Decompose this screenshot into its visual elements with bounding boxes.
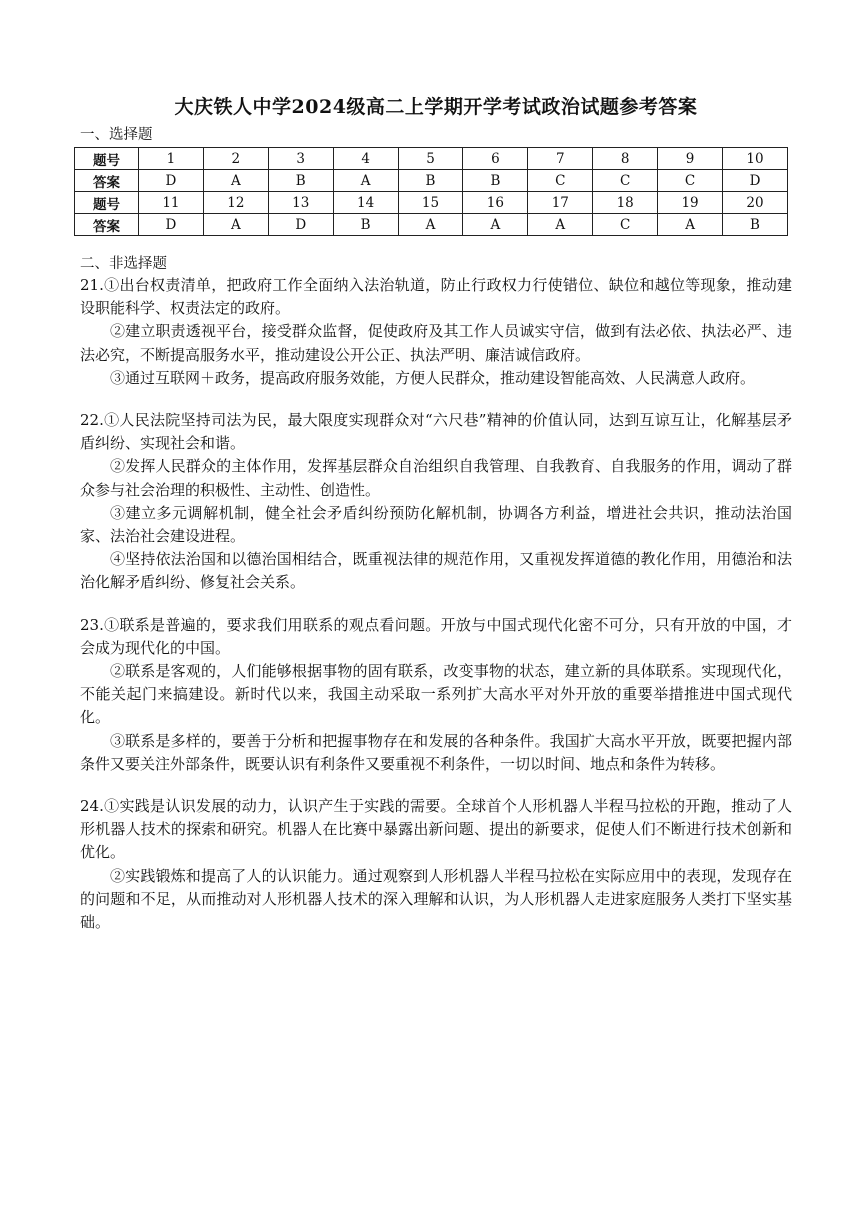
table-cell: 9 <box>658 148 723 170</box>
table-cell: B <box>268 170 333 192</box>
table-cell: 10 <box>723 148 788 170</box>
answer-table <box>74 147 788 236</box>
table-row <box>75 214 788 236</box>
table-cell: 1 <box>139 148 204 170</box>
table-cell: D <box>139 170 204 192</box>
row-label-answer: 答案 <box>75 170 139 192</box>
answer-paragraph: 21.①出台权责清单，把政府工作全面纳入法治轨道，防止行政权力行使错位、缺位和越位等现象，推动建设职能科学、权责法定的政府。 <box>80 276 792 318</box>
table-cell: 8 <box>593 148 658 170</box>
row-label-answer: 答案 <box>75 214 139 236</box>
table-cell: 17 <box>528 192 593 214</box>
table-row <box>75 170 788 192</box>
table-cell: A <box>658 214 723 236</box>
table-cell: 2 <box>203 148 268 170</box>
table-cell: D <box>723 170 788 192</box>
table-cell: 11 <box>139 192 204 214</box>
table-cell: 6 <box>463 148 528 170</box>
table-cell: 7 <box>528 148 593 170</box>
table-cell: A <box>203 170 268 192</box>
table-cell: 5 <box>398 148 463 170</box>
answer-paragraph: ③建立多元调解机制，健全社会矛盾纠纷预防化解机制，协调各方利益，增进社会共识，推动法治国家、法治社会建设进程。 <box>80 503 792 546</box>
answer-paragraph: ②发挥人民群众的主体作用，发挥基层群众自治组织自我管理、自我教育、自我服务的作用，调动了群众参与社会治理的积极性、主动性、创造性。 <box>80 457 792 499</box>
table-cell: A <box>528 214 593 236</box>
table-cell: A <box>333 170 398 192</box>
table-cell: C <box>593 214 658 236</box>
answer-paragraph: ③通过互联网＋政务，提高政府服务效能，方便人民群众，推动建设智能高效、人民满意人政府。 <box>110 368 756 387</box>
table-cell: A <box>463 214 528 236</box>
table-cell: B <box>723 214 788 236</box>
answer-22 <box>80 409 792 595</box>
table-cell: A <box>203 214 268 236</box>
table-cell: 19 <box>658 192 723 214</box>
table-cell: D <box>268 214 333 236</box>
table-cell: B <box>333 214 398 236</box>
answer-paragraph: ②实践锻炼和提高了人的认识能力。通过观察到人形机器人半程马拉松在实际应用中的表现，发现存在的问题和不足，从而推动对人形机器人技术的深入理解和认识，为人形机器人走进家庭服务人类打下坚实基础。 <box>80 866 792 932</box>
table-cell: 12 <box>203 192 268 214</box>
answer-paragraph: 23.①联系是普遍的，要求我们用联系的观点看问题。开放与中国式现代化密不可分，只有开放的中国，才会成为现代化的中国。 <box>80 615 792 657</box>
table-cell: C <box>658 170 723 192</box>
table-cell: 20 <box>723 192 788 214</box>
answer-paragraph: ③联系是多样的，要善于分析和把握事物存在和发展的各种条件。我国扩大高水平开放，既要把握内部条件又要关注外部条件，既要认识有利条件又要重视不利条件，一切以时间、地点和条件为转移。 <box>80 731 792 773</box>
answer-paragraph: ②联系是客观的，人们能够根据事物的固有联系，改变事物的状态，建立新的具体联系。实现现代化，不能关起门来搞建设。新时代以来，我国主动采取一系列扩大高水平对外开放的重要举措推进中国式现代化。 <box>80 662 792 727</box>
answer-24 <box>80 795 792 934</box>
answer-paragraph: ④坚持依法治国和以德治国相结合，既重视法律的规范作用，又重视发挥道德的教化作用，用德治和法治化解矛盾纠纷、修复社会关系。 <box>80 550 792 592</box>
table-cell: A <box>398 214 463 236</box>
table-cell: 14 <box>333 192 398 214</box>
table-cell: 4 <box>333 148 398 170</box>
answer-paragraph: 22.①人民法院坚持司法为民，最大限度实现群众对“六尺巷”精神的价值认同，达到互谅互让，化解基层矛盾纠纷、实现社会和谐。 <box>80 411 792 453</box>
section-heading-nonchoice: 二、非选择题 <box>80 256 167 272</box>
table-cell: B <box>398 170 463 192</box>
document-title: 大庆铁人中学2024级高二上学期开学考试政治试题参考答案 <box>174 96 698 118</box>
table-cell: 3 <box>268 148 333 170</box>
answer-paragraph: ②建立职责透视平台，接受群众监督，促使政府及其工作人员诚实守信，做到有法必依、执法必严、违法必究，不断提高服务水平，推动建设公开公正、执法严明、廉洁诚信政府。 <box>80 322 792 364</box>
table-cell: 13 <box>268 192 333 214</box>
row-label-question: 题号 <box>75 192 139 214</box>
row-label-question: 题号 <box>75 148 139 170</box>
document-page <box>80 92 792 953</box>
table-cell: 15 <box>398 192 463 214</box>
table-cell: D <box>139 214 204 236</box>
answer-paragraph: 24.①实践是认识发展的动力，认识产生于实践的需要。全球首个人形机器人半程马拉松的开跑，推动了人形机器人技术的探索和研究。机器人在比赛中暴露出新问题、提出的新要求，促使人们不断进行技术创新和优化。 <box>80 797 792 862</box>
table-cell: B <box>463 170 528 192</box>
table-cell: 16 <box>463 192 528 214</box>
section-heading-choice: 一、选择题 <box>80 127 153 143</box>
table-cell: C <box>593 170 658 192</box>
table-row <box>75 192 788 214</box>
answer-23 <box>80 614 792 776</box>
table-row <box>75 148 788 170</box>
table-cell: 18 <box>593 192 658 214</box>
table-cell: C <box>528 170 593 192</box>
answer-21 <box>80 274 792 390</box>
